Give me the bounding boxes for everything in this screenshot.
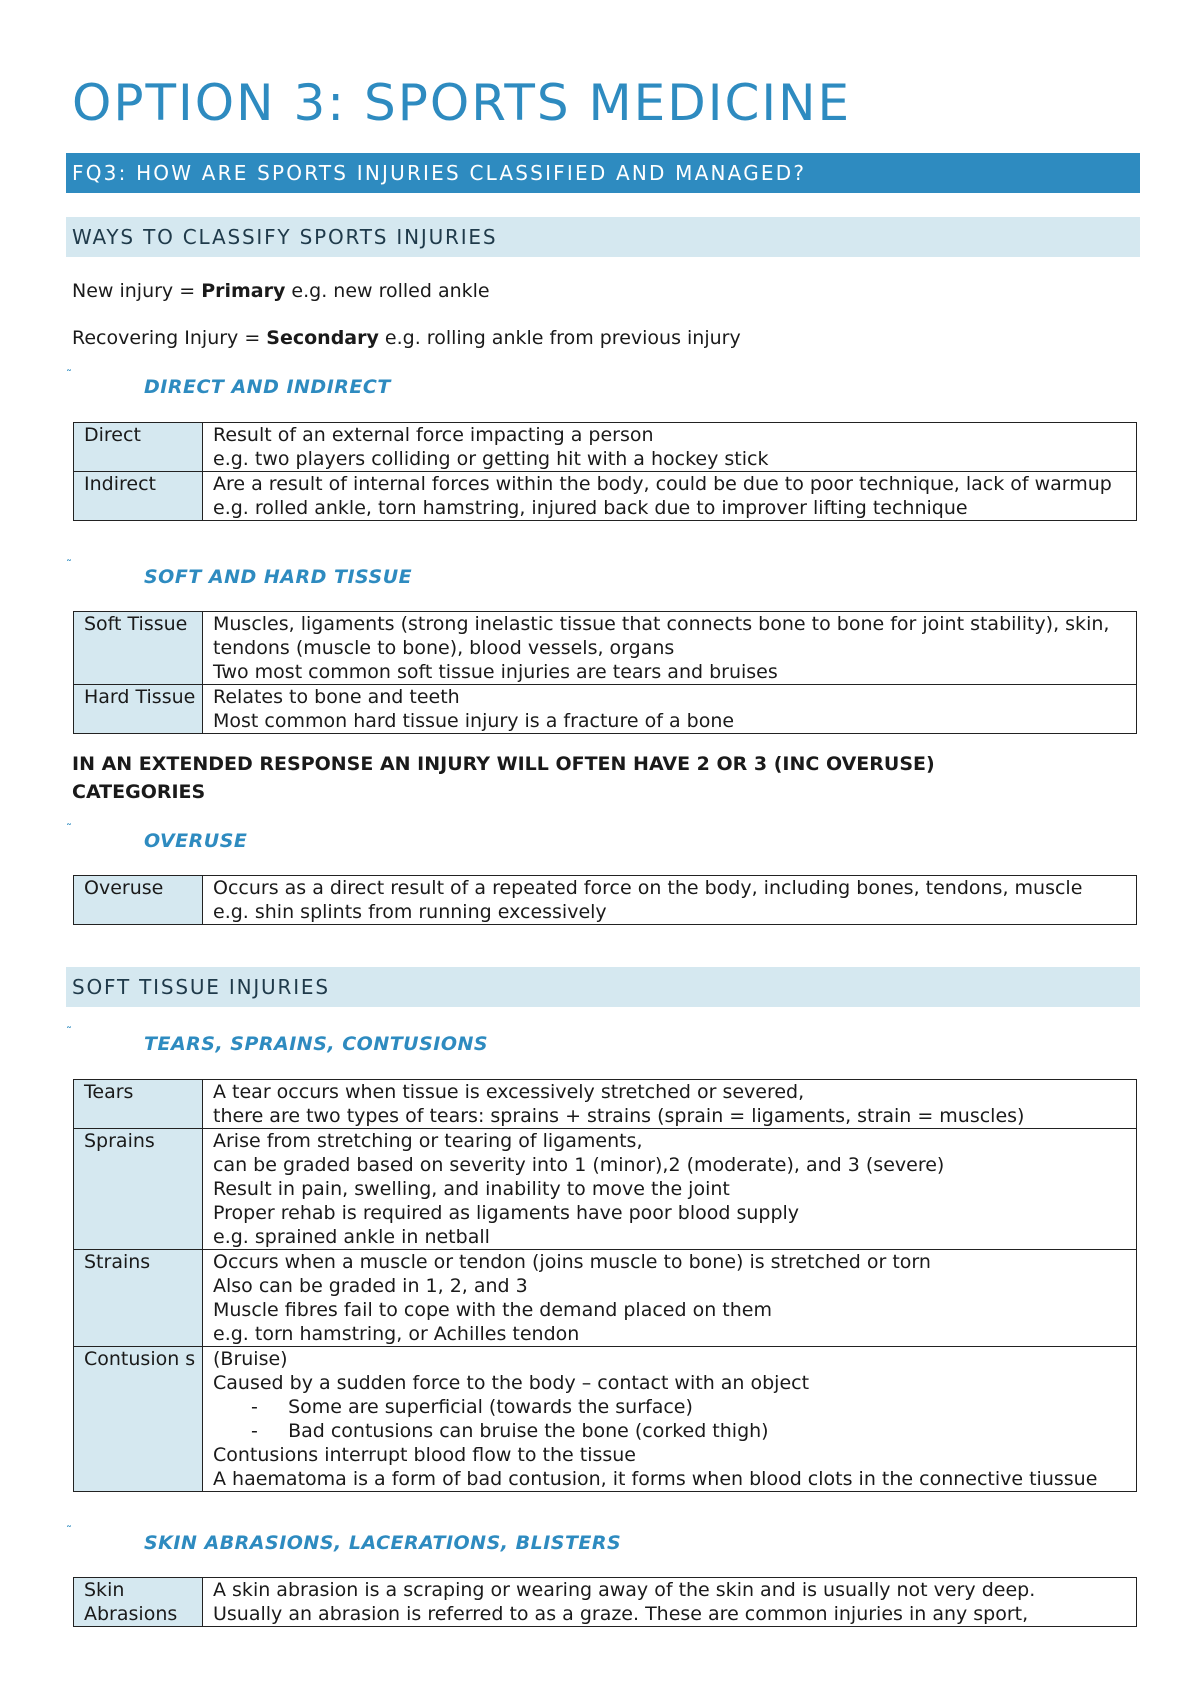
table-tears-sprains-contusions bbox=[73, 1079, 1137, 1492]
definition-cell: A skin abrasion is a scraping or wearing away of the skin and is usually not very deep. Usually an abrasion is referred to as a graze. These are common injuries in any sport, bbox=[203, 1578, 1137, 1627]
term-cell: Hard Tissue bbox=[74, 685, 203, 734]
tick-icon: ˜ bbox=[66, 822, 72, 836]
table-row bbox=[74, 612, 1137, 685]
definition-cell: Muscles, ligaments (strong inelastic tissue that connects bone to bone for joint stability), skin, tendons (muscle to bone), blood vessels, organs Two most common soft tissue injuries are tears and bruises bbox=[203, 612, 1137, 685]
table-row bbox=[74, 876, 1137, 925]
term-cell: Soft Tissue bbox=[74, 612, 203, 685]
term-cell: Skin Abrasions bbox=[74, 1578, 203, 1627]
term-cell: Strains bbox=[74, 1250, 203, 1347]
term-cell: Overuse bbox=[74, 876, 203, 925]
table-row bbox=[74, 1129, 1137, 1250]
term-cell: Direct bbox=[74, 423, 203, 472]
page-title: OPTION 3: SPORTS MEDICINE bbox=[72, 74, 852, 132]
definition-cell: Arise from stretching or tearing of ligaments, can be graded based on severity into 1 (minor),2 (moderate), and 3 (severe) Result in pain, swelling, and inability to move the joint Proper rehab is required as ligaments have poor blood supply e.g. sprained ankle in netball bbox=[203, 1129, 1137, 1250]
definition-cell: Relates to bone and teeth Most common hard tissue injury is a fracture of a bone bbox=[203, 685, 1137, 734]
tick-icon: ˜ bbox=[66, 1025, 72, 1039]
section-heading-classify: WAYS TO CLASSIFY SPORTS INJURIES bbox=[66, 217, 1140, 257]
table-row bbox=[74, 1578, 1137, 1627]
table-skin bbox=[73, 1577, 1137, 1627]
list-item: - Bad contusions can bruise the bone (corked thigh) bbox=[251, 1420, 769, 1442]
list-item: - Some are superficial (towards the surface) bbox=[251, 1396, 693, 1418]
table-overuse bbox=[73, 875, 1137, 925]
subheading-overuse: ˜ OVERUSE bbox=[66, 822, 248, 852]
table-soft-hard bbox=[73, 611, 1137, 734]
table-row bbox=[74, 1250, 1137, 1347]
tick-icon: ˜ bbox=[66, 1524, 72, 1538]
table-direct-indirect bbox=[73, 422, 1137, 521]
section-heading-soft-tissue: SOFT TISSUE INJURIES bbox=[66, 967, 1140, 1007]
definition-cell: A tear occurs when tissue is excessively stretched or severed, there are two types of tears: sprains + strains (sprain = ligaments, strain = muscles) bbox=[203, 1080, 1137, 1129]
term-cell: Contusion s bbox=[74, 1347, 203, 1492]
subheading-direct-indirect: ˜ DIRECT AND INDIRECT bbox=[66, 368, 391, 398]
focus-question-banner: FQ3: HOW ARE SPORTS INJURIES CLASSIFIED AND MANAGED? bbox=[66, 153, 1140, 193]
table-row bbox=[74, 1347, 1137, 1492]
subheading-skin: ˜ SKIN ABRASIONS, LACERATIONS, BLISTERS bbox=[66, 1524, 622, 1554]
table-row bbox=[74, 472, 1137, 521]
table-row bbox=[74, 423, 1137, 472]
definition-cell: Occurs when a muscle or tendon (joins muscle to bone) is stretched or torn Also can be graded in 1, 2, and 3 Muscle fibres fail to cope with the demand placed on them e.g. torn hamstring, or Achilles tendon bbox=[203, 1250, 1137, 1347]
tick-icon: ˜ bbox=[66, 368, 72, 382]
definition-cell: Occurs as a direct result of a repeated force on the body, including bones, tendons, muscle e.g. shin splints from running excessively bbox=[203, 876, 1137, 925]
tick-icon: ˜ bbox=[66, 558, 72, 572]
subheading-tears: ˜ TEARS, SPRAINS, CONTUSIONS bbox=[66, 1025, 489, 1055]
term-cell: Indirect bbox=[74, 472, 203, 521]
table-row bbox=[74, 1080, 1137, 1129]
term-cell: Sprains bbox=[74, 1129, 203, 1250]
table-row bbox=[74, 685, 1137, 734]
definition-cell: Result of an external force impacting a person e.g. two players colliding or getting hit with a hockey stick bbox=[203, 423, 1137, 472]
definition-cell: Are a result of internal forces within the body, could be due to poor technique, lack of warmup e.g. rolled ankle, torn hamstring, injured back due to improver lifting technique bbox=[203, 472, 1137, 521]
primary-line: New injury = Primary e.g. new rolled ankle bbox=[72, 280, 490, 302]
term-cell: Tears bbox=[74, 1080, 203, 1129]
definition-cell: (Bruise) Caused by a sudden force to the body – contact with an object - Some are superficial (towards the surface) - Bad contusions can bruise the bone (corked thigh) Contusions interrupt blood flow to the tissue A haematoma is a form of bad contusion, it forms when blood clots in the connective tiussue bbox=[203, 1347, 1137, 1492]
subheading-soft-hard: ˜ SOFT AND HARD TISSUE bbox=[66, 558, 413, 588]
extended-response-note: IN AN EXTENDED RESPONSE AN INJURY WILL OFTEN HAVE 2 OR 3 (INC OVERUSE) CATEGORIES bbox=[72, 753, 935, 803]
secondary-line: Recovering Injury = Secondary e.g. rolling ankle from previous injury bbox=[72, 327, 741, 349]
